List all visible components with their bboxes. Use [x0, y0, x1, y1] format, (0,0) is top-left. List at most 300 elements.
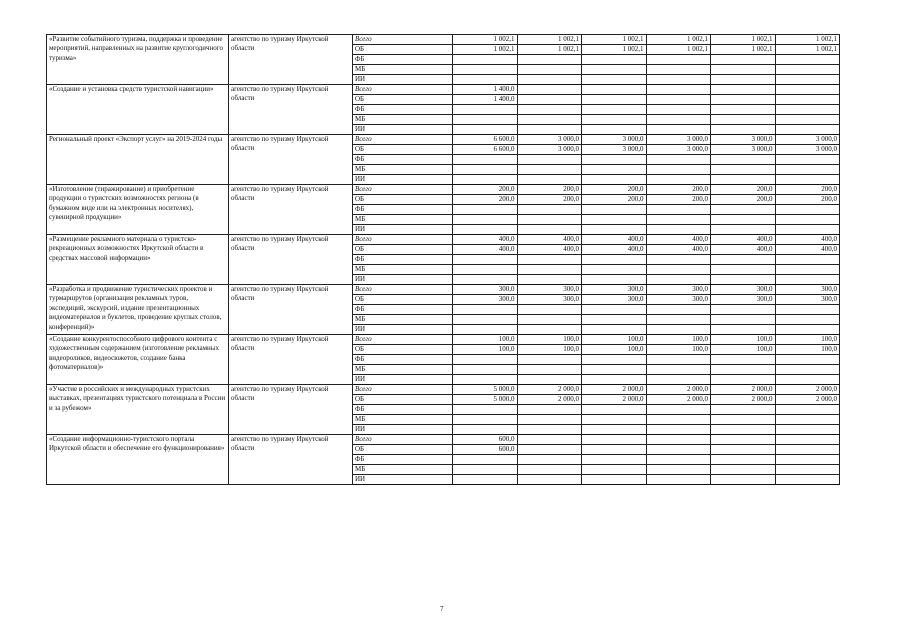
amount-cell [646, 95, 711, 105]
amount-cell [775, 115, 840, 125]
amount-cell: 300,0 [711, 285, 776, 295]
amount-cell [582, 165, 647, 175]
amount-cell: 400,0 [453, 245, 518, 255]
amount-cell [582, 205, 647, 215]
amount-cell [646, 455, 711, 465]
amount-cell [517, 325, 582, 335]
amount-cell: 100,0 [453, 345, 518, 355]
amount-cell: 400,0 [646, 245, 711, 255]
amount-cell [646, 155, 711, 165]
funding-source: ФБ [353, 155, 453, 165]
funding-source: МБ [353, 265, 453, 275]
amount-cell [775, 365, 840, 375]
amount-cell [453, 125, 518, 135]
amount-cell [775, 105, 840, 115]
amount-cell [517, 475, 582, 485]
amount-cell [517, 225, 582, 235]
amount-cell: 100,0 [711, 335, 776, 345]
amount-cell [582, 265, 647, 275]
amount-cell [582, 425, 647, 435]
amount-cell [582, 65, 647, 75]
amount-cell [517, 375, 582, 385]
amount-cell: 200,0 [775, 185, 840, 195]
amount-cell [646, 225, 711, 235]
responsible-agency: агентство по туризму Иркутской области [229, 335, 353, 385]
amount-cell [646, 215, 711, 225]
amount-cell: 400,0 [453, 235, 518, 245]
amount-cell [517, 205, 582, 215]
funding-source: ИИ [353, 475, 453, 485]
amount-cell [517, 465, 582, 475]
amount-cell [711, 475, 776, 485]
activity-name: «Развитие событийного туризма, поддержка и проведение мероприятий, направленных на развитие круглогодичного туризма» [47, 35, 229, 85]
amount-cell [582, 225, 647, 235]
amount-cell [711, 305, 776, 315]
amount-cell [775, 75, 840, 85]
amount-cell [711, 215, 776, 225]
amount-cell [711, 75, 776, 85]
amount-cell [711, 365, 776, 375]
amount-cell [711, 465, 776, 475]
funding-source: ФБ [353, 305, 453, 315]
responsible-agency: агентство по туризму Иркутской области [229, 285, 353, 335]
amount-cell [775, 215, 840, 225]
amount-cell: 3 000,0 [582, 145, 647, 155]
funding-source: ОБ [353, 345, 453, 355]
amount-cell [646, 375, 711, 385]
amount-cell [711, 115, 776, 125]
amount-cell [453, 275, 518, 285]
amount-cell [517, 265, 582, 275]
funding-source: ИИ [353, 425, 453, 435]
amount-cell [775, 225, 840, 235]
amount-cell [582, 115, 647, 125]
amount-cell [775, 95, 840, 105]
table-row [47, 235, 840, 245]
funding-source: ИИ [353, 75, 453, 85]
amount-cell [646, 255, 711, 265]
amount-cell [582, 445, 647, 455]
amount-cell [711, 275, 776, 285]
amount-cell [775, 175, 840, 185]
amount-cell: 300,0 [711, 295, 776, 305]
amount-cell: 1 002,1 [775, 45, 840, 55]
amount-cell [517, 415, 582, 425]
amount-cell: 1 002,1 [711, 35, 776, 45]
amount-cell [775, 355, 840, 365]
amount-cell: 200,0 [517, 195, 582, 205]
amount-cell: 200,0 [453, 185, 518, 195]
amount-cell: 2 000,0 [711, 385, 776, 395]
responsible-agency: агентство по туризму Иркутской области [229, 435, 353, 485]
amount-cell: 400,0 [582, 245, 647, 255]
funding-source: ФБ [353, 405, 453, 415]
amount-cell: 1 002,1 [517, 45, 582, 55]
amount-cell [517, 275, 582, 285]
amount-cell [646, 305, 711, 315]
amount-cell [775, 205, 840, 215]
amount-cell: 200,0 [453, 195, 518, 205]
amount-cell [517, 165, 582, 175]
amount-cell [646, 425, 711, 435]
amount-cell [517, 65, 582, 75]
amount-cell [711, 205, 776, 215]
amount-cell: 100,0 [582, 345, 647, 355]
amount-cell [453, 405, 518, 415]
amount-cell: 1 002,1 [453, 45, 518, 55]
amount-cell: 2 000,0 [646, 395, 711, 405]
amount-cell [582, 215, 647, 225]
amount-cell [646, 165, 711, 175]
funding-source: ОБ [353, 95, 453, 105]
amount-cell: 3 000,0 [711, 145, 776, 155]
amount-cell [453, 255, 518, 265]
funding-table-sheet [46, 34, 839, 485]
amount-cell [453, 375, 518, 385]
funding-source: ОБ [353, 395, 453, 405]
amount-cell [453, 55, 518, 65]
amount-cell [775, 475, 840, 485]
amount-cell [517, 355, 582, 365]
amount-cell [775, 415, 840, 425]
amount-cell: 2 000,0 [775, 385, 840, 395]
funding-source: Всего [353, 335, 453, 345]
amount-cell: 3 000,0 [582, 135, 647, 145]
table-row [47, 135, 840, 145]
amount-cell: 300,0 [775, 285, 840, 295]
responsible-agency: агентство по туризму Иркутской области [229, 185, 353, 235]
amount-cell: 100,0 [646, 345, 711, 355]
amount-cell [582, 105, 647, 115]
amount-cell [646, 175, 711, 185]
funding-source: МБ [353, 215, 453, 225]
amount-cell: 3 000,0 [775, 145, 840, 155]
amount-cell [453, 415, 518, 425]
amount-cell: 1 002,1 [517, 35, 582, 45]
amount-cell: 3 000,0 [517, 145, 582, 155]
amount-cell [517, 115, 582, 125]
amount-cell [711, 375, 776, 385]
amount-cell: 100,0 [517, 345, 582, 355]
amount-cell [582, 75, 647, 85]
amount-cell [517, 85, 582, 95]
amount-cell [453, 305, 518, 315]
amount-cell [646, 205, 711, 215]
funding-source: ФБ [353, 55, 453, 65]
funding-source: ОБ [353, 195, 453, 205]
activity-name: «Участие в российских и международных туристских выставках, презентациях туристского потенциала в России и за рубежом» [47, 385, 229, 435]
amount-cell [775, 85, 840, 95]
amount-cell [711, 325, 776, 335]
amount-cell [517, 215, 582, 225]
activity-name: «Размещение рекламного материала о туристско-рекреационных возможностях Иркутской области в средствах массовой информации» [47, 235, 229, 285]
funding-source: ФБ [353, 205, 453, 215]
funding-source: ОБ [353, 445, 453, 455]
amount-cell: 2 000,0 [775, 395, 840, 405]
amount-cell [646, 435, 711, 445]
amount-cell [775, 455, 840, 465]
amount-cell [582, 125, 647, 135]
activity-name: «Изготовление (тиражирование) и приобретение продукции о туристских возможностях региона (в бумажном виде или на электронных носителях), сувенирной продукции» [47, 185, 229, 235]
amount-cell [517, 95, 582, 105]
amount-cell: 400,0 [711, 245, 776, 255]
amount-cell [646, 75, 711, 85]
amount-cell [582, 255, 647, 265]
amount-cell [646, 405, 711, 415]
table-row [47, 335, 840, 345]
amount-cell [517, 405, 582, 415]
amount-cell [646, 475, 711, 485]
amount-cell: 300,0 [582, 295, 647, 305]
amount-cell: 200,0 [517, 185, 582, 195]
amount-cell [517, 175, 582, 185]
amount-cell [711, 425, 776, 435]
amount-cell: 200,0 [646, 195, 711, 205]
amount-cell: 100,0 [517, 335, 582, 345]
amount-cell: 200,0 [711, 185, 776, 195]
amount-cell [517, 425, 582, 435]
amount-cell: 100,0 [646, 335, 711, 345]
amount-cell [775, 155, 840, 165]
amount-cell [775, 405, 840, 415]
amount-cell [453, 355, 518, 365]
amount-cell [453, 155, 518, 165]
funding-source: Всего [353, 235, 453, 245]
activity-name: «Создание конкурентоспособного цифрового контента с художественным содержанием (изготовление рекламных видеороликов, видеосюжетов, создание банка фотоматериалов)» [47, 335, 229, 385]
amount-cell: 400,0 [775, 245, 840, 255]
amount-cell: 2 000,0 [517, 385, 582, 395]
amount-cell [711, 255, 776, 265]
amount-cell [646, 85, 711, 95]
amount-cell [453, 75, 518, 85]
amount-cell [775, 125, 840, 135]
amount-cell [775, 305, 840, 315]
amount-cell [453, 165, 518, 175]
amount-cell [582, 315, 647, 325]
amount-cell [453, 65, 518, 75]
funding-source: ОБ [353, 45, 453, 55]
funding-source: ИИ [353, 225, 453, 235]
amount-cell [582, 95, 647, 105]
amount-cell [453, 215, 518, 225]
amount-cell: 1 002,1 [646, 45, 711, 55]
amount-cell [582, 275, 647, 285]
funding-source: ФБ [353, 355, 453, 365]
funding-table [46, 34, 840, 485]
activity-name: Региональный проект «Экспорт услуг» на 2019-2024 годы [47, 135, 229, 185]
amount-cell [711, 315, 776, 325]
amount-cell [775, 275, 840, 285]
amount-cell [582, 85, 647, 95]
table-row [47, 35, 840, 45]
amount-cell [775, 255, 840, 265]
amount-cell: 1 400,0 [453, 95, 518, 105]
amount-cell: 200,0 [775, 195, 840, 205]
amount-cell: 1 002,1 [582, 35, 647, 45]
amount-cell [453, 455, 518, 465]
amount-cell: 3 000,0 [775, 135, 840, 145]
amount-cell [582, 465, 647, 475]
amount-cell [453, 325, 518, 335]
amount-cell [517, 365, 582, 375]
amount-cell: 5 000,0 [453, 395, 518, 405]
amount-cell [711, 165, 776, 175]
amount-cell: 400,0 [582, 235, 647, 245]
amount-cell [517, 255, 582, 265]
amount-cell [453, 425, 518, 435]
amount-cell [646, 315, 711, 325]
responsible-agency: агентство по туризму Иркутской области [229, 235, 353, 285]
amount-cell: 100,0 [453, 335, 518, 345]
funding-source: МБ [353, 65, 453, 75]
amount-cell [775, 315, 840, 325]
amount-cell [711, 105, 776, 115]
amount-cell [517, 125, 582, 135]
amount-cell [582, 55, 647, 65]
amount-cell [453, 115, 518, 125]
funding-source: ФБ [353, 105, 453, 115]
amount-cell [646, 365, 711, 375]
amount-cell: 300,0 [775, 295, 840, 305]
amount-cell [646, 275, 711, 285]
amount-cell: 1 002,1 [453, 35, 518, 45]
responsible-agency: агентство по туризму Иркутской области [229, 135, 353, 185]
amount-cell: 6 600,0 [453, 135, 518, 145]
amount-cell: 100,0 [775, 335, 840, 345]
amount-cell: 3 000,0 [517, 135, 582, 145]
responsible-agency: агентство по туризму Иркутской области [229, 85, 353, 135]
amount-cell [711, 155, 776, 165]
funding-source: ФБ [353, 455, 453, 465]
amount-cell [711, 435, 776, 445]
amount-cell [453, 175, 518, 185]
amount-cell [582, 365, 647, 375]
funding-source: МБ [353, 115, 453, 125]
amount-cell [582, 355, 647, 365]
amount-cell: 200,0 [711, 195, 776, 205]
amount-cell [582, 155, 647, 165]
funding-source: ОБ [353, 245, 453, 255]
amount-cell [711, 455, 776, 465]
amount-cell [453, 465, 518, 475]
funding-source: Всего [353, 35, 453, 45]
amount-cell [517, 435, 582, 445]
amount-cell [775, 375, 840, 385]
amount-cell: 400,0 [711, 235, 776, 245]
amount-cell: 300,0 [517, 295, 582, 305]
amount-cell: 2 000,0 [517, 395, 582, 405]
funding-source: ИИ [353, 325, 453, 335]
activity-name: «Создание и установка средств туристской навигации» [47, 85, 229, 135]
funding-source: ФБ [353, 255, 453, 265]
amount-cell [711, 175, 776, 185]
amount-cell [582, 175, 647, 185]
amount-cell: 400,0 [517, 235, 582, 245]
amount-cell: 300,0 [453, 285, 518, 295]
funding-source: ОБ [353, 295, 453, 305]
amount-cell: 1 002,1 [646, 35, 711, 45]
amount-cell: 300,0 [582, 285, 647, 295]
funding-source: ИИ [353, 375, 453, 385]
amount-cell [517, 155, 582, 165]
amount-cell: 100,0 [775, 345, 840, 355]
amount-cell [646, 105, 711, 115]
amount-cell [582, 455, 647, 465]
amount-cell [517, 55, 582, 65]
amount-cell [775, 435, 840, 445]
amount-cell [711, 55, 776, 65]
table-row [47, 185, 840, 195]
amount-cell [775, 265, 840, 275]
activity-name: «Создание информационно-туристского портала Иркутской области и обеспечение его функционирования» [47, 435, 229, 485]
amount-cell [453, 265, 518, 275]
activity-name: «Разработка и продвижение туристических проектов и турмаршрутов (организация рекламных туров, экспедиций, экскурсий, издание презентационных видеоматериалов и буклетов, проведение круглых столов, конференций)» [47, 285, 229, 335]
amount-cell [775, 425, 840, 435]
amount-cell [582, 415, 647, 425]
amount-cell [711, 355, 776, 365]
amount-cell: 600,0 [453, 435, 518, 445]
funding-source: Всего [353, 385, 453, 395]
amount-cell: 2 000,0 [582, 395, 647, 405]
amount-cell: 1 002,1 [775, 35, 840, 45]
amount-cell: 3 000,0 [711, 135, 776, 145]
amount-cell: 400,0 [517, 245, 582, 255]
funding-source: МБ [353, 315, 453, 325]
amount-cell: 100,0 [582, 335, 647, 345]
amount-cell [711, 65, 776, 75]
amount-cell [646, 445, 711, 455]
amount-cell [453, 315, 518, 325]
table-row [47, 385, 840, 395]
amount-cell: 1 002,1 [711, 45, 776, 55]
amount-cell [775, 325, 840, 335]
amount-cell [517, 105, 582, 115]
amount-cell: 600,0 [453, 445, 518, 455]
amount-cell [517, 315, 582, 325]
funding-source: Всего [353, 435, 453, 445]
funding-source: МБ [353, 165, 453, 175]
amount-cell [646, 465, 711, 475]
amount-cell [453, 225, 518, 235]
amount-cell [453, 475, 518, 485]
funding-source: МБ [353, 365, 453, 375]
amount-cell: 1 400,0 [453, 85, 518, 95]
amount-cell [646, 65, 711, 75]
amount-cell [775, 465, 840, 475]
amount-cell [711, 265, 776, 275]
amount-cell: 400,0 [646, 235, 711, 245]
amount-cell [582, 405, 647, 415]
amount-cell [517, 445, 582, 455]
amount-cell [582, 305, 647, 315]
amount-cell: 2 000,0 [711, 395, 776, 405]
table-row [47, 285, 840, 295]
amount-cell [517, 455, 582, 465]
funding-source: Всего [353, 185, 453, 195]
amount-cell [711, 125, 776, 135]
amount-cell [775, 55, 840, 65]
amount-cell: 2 000,0 [582, 385, 647, 395]
amount-cell [517, 75, 582, 85]
amount-cell: 1 002,1 [582, 45, 647, 55]
amount-cell: 200,0 [582, 185, 647, 195]
table-row [47, 85, 840, 95]
amount-cell: 300,0 [517, 285, 582, 295]
page-number: 7 [440, 605, 444, 613]
amount-cell [646, 355, 711, 365]
amount-cell: 300,0 [453, 295, 518, 305]
funding-table-body [47, 35, 840, 485]
